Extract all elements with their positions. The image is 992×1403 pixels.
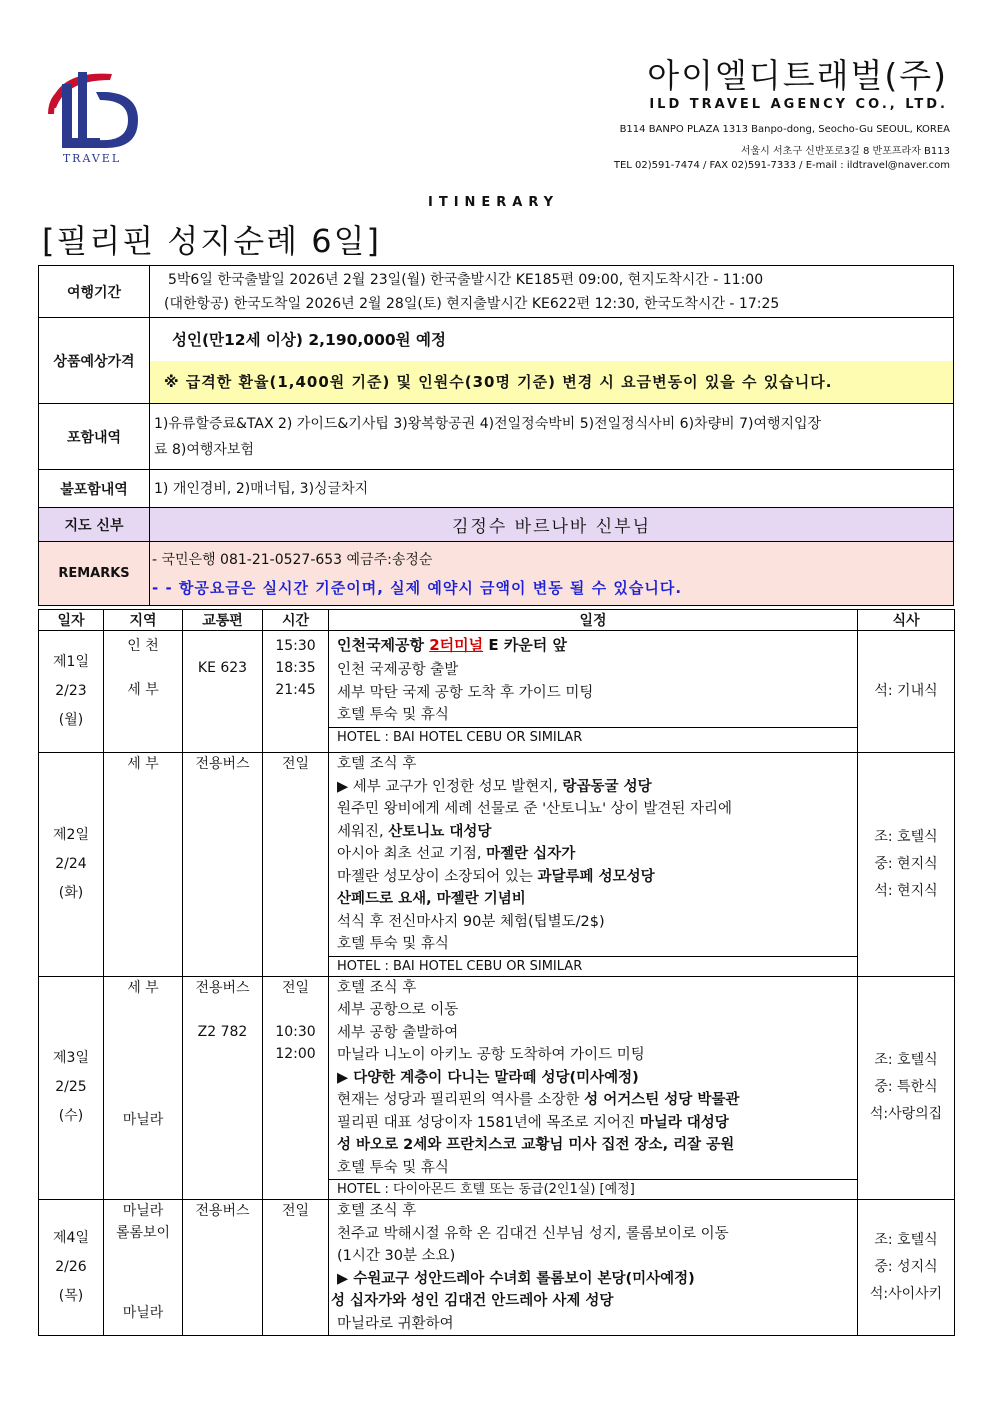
region	[104, 657, 182, 679]
remarks-label: REMARKS	[39, 542, 150, 606]
ild-travel-logo	[40, 62, 144, 166]
day-label: 제4일	[53, 1230, 89, 1246]
day-row-3	[39, 976, 955, 1200]
included-line-1: 1)유류할증료&TAX 2) 가이드&기사팁 3)왕복항공권 4)전일정숙박비 5)전일정식사비 6)차량비 7)여행지입장	[154, 415, 822, 432]
schedule-item: 성 십자가와 성인 김대건 안드레아 사제 성당	[331, 1293, 614, 1309]
header-meals: 식사	[858, 610, 955, 631]
schedule-item: 호텔 조식 후	[337, 979, 417, 996]
hotel-info: HOTEL : 다이아몬드 호텔 또는 동급(2인1실) [예정]	[329, 1179, 857, 1199]
schedule-item: 호텔 조식 후	[337, 1203, 417, 1219]
item-text: 현재는 성당과 필리핀의 역사를 소장한	[337, 1092, 585, 1108]
day-date: 2/23	[55, 683, 87, 699]
schedule-item	[329, 843, 857, 866]
time: 전일	[281, 1203, 310, 1219]
transport: Z2 782	[197, 1023, 248, 1040]
item-text: 마젤란 성모상이 소장되어 있는	[337, 868, 538, 885]
included-label: 포함내역	[39, 404, 150, 470]
place-name: 과달루페 성모성당	[537, 868, 655, 885]
airport-name: 인천국제공항	[337, 636, 424, 654]
time: 12:00	[275, 1045, 316, 1062]
item-text: 세워진,	[337, 823, 389, 840]
contact-info: TEL 02)591-7474 / FAX 02)591-7333 / E-mail : ildtravel@naver.com	[613, 160, 950, 171]
counter-location: E 카운터 앞	[488, 636, 567, 654]
schedule-item: 원주민 왕비에게 세례 선물로 준 '산토니뇨' 상이 발견된 자리에	[337, 801, 733, 817]
transport: 전용버스	[195, 1203, 250, 1219]
schedule-item	[329, 1089, 857, 1112]
schedule-item: 마닐라로 귀환하여	[337, 1315, 454, 1332]
meal: 중: 성지식	[874, 1259, 938, 1275]
region: 세 부	[127, 979, 159, 996]
schedule-item: 석식 후 전신마사지 90분 체험(팁별도/2$)	[337, 913, 605, 930]
company-name-english: ILD TRAVEL AGENCY CO., LTD.	[649, 97, 948, 112]
place-name: 랑곱동굴 성당	[562, 778, 652, 795]
remarks-line-1: - 국민은행 081-21-0527-653 예금주:송정순	[152, 551, 433, 568]
header-time: 시간	[263, 610, 329, 631]
terminal-highlight: 2터미널	[429, 636, 484, 654]
meal: 조: 호텔식	[874, 1052, 938, 1069]
meal: 조: 호텔식	[874, 1232, 938, 1248]
schedule-item: 호텔 투숙 및 휴식	[337, 936, 449, 952]
company-name-korean: 아이엘디트래벌(주)	[647, 56, 948, 95]
schedule-item	[329, 631, 857, 659]
place-name: 마닐라 대성당	[639, 1114, 729, 1131]
address-korean: 서울시 서초구 신반포로3길 8 반포프라자 B113	[740, 146, 950, 157]
day-label: 제3일	[53, 1050, 89, 1067]
schedule-item: ▶ 다양한 계층이 다니는 말라떼 성당(미사예정)	[337, 1069, 639, 1086]
header-day: 일자	[39, 610, 104, 631]
place-name: 마젤란 십자가	[486, 846, 576, 862]
schedule-item: 인천 국제공항 출발	[337, 662, 459, 678]
schedule-item: 세부 공항 출발하여	[337, 1024, 459, 1041]
excluded-text: 1) 개인경비, 2)매너팁, 3)싱글차지	[154, 480, 369, 497]
schedule-item: 호텔 투숙 및 휴식	[337, 1159, 449, 1176]
region: 롤롬보이	[115, 1225, 171, 1241]
transport: 전용버스	[195, 756, 250, 772]
period-line-1: 5박6일 한국출발일 2026년 2월 23일(월) 한국출발시간 KE185편 09:00, 현지도착시간 - 11:00	[168, 271, 764, 288]
time: 15:30	[275, 638, 316, 654]
schedule-item	[329, 776, 857, 799]
region: 마닐라	[122, 1111, 164, 1128]
schedule-item: 호텔 조식 후	[337, 756, 417, 772]
schedule-item: 천주교 박해시절 유학 온 김대건 신부님 성지, 롤롬보이로 이동	[337, 1225, 729, 1242]
price-note: ※ 급격한 환율(1,400원 기준) 및 인원수(30명 기준) 변경 시 요금변동이 있을 수 있습니다.	[150, 361, 953, 403]
day-row-2	[39, 753, 955, 977]
day-weekday: (목)	[58, 1288, 84, 1304]
schedule-item	[329, 821, 857, 844]
itinerary-label: ITINERARY	[428, 195, 560, 210]
schedule-item: 세부 공항으로 이동	[337, 1002, 459, 1018]
priest-label: 지도 신부	[39, 508, 150, 542]
logo-text: TRAVEL	[62, 152, 122, 165]
day-row-4	[39, 1200, 955, 1336]
day-date: 2/25	[55, 1079, 87, 1096]
schedule-table	[38, 609, 955, 1336]
day-weekday: (수)	[58, 1108, 84, 1125]
schedule-item: 마닐라 니노이 아키노 공항 도착하여 가이드 미팅	[337, 1047, 645, 1063]
meal: 석:사이사키	[869, 1286, 943, 1302]
region: 마닐라	[122, 1203, 164, 1219]
schedule-item	[329, 866, 857, 889]
transport: 전용버스	[195, 979, 250, 996]
place-name: 성 어거스틴 성당 박물관	[584, 1092, 740, 1108]
header-schedule: 일정	[329, 610, 858, 631]
region: 세 부	[127, 756, 159, 772]
page-title: [필리핀 성지순례 6일]	[42, 222, 381, 260]
meal: 중: 특한식	[874, 1079, 938, 1096]
hotel-info: HOTEL : BAI HOTEL CEBU OR SIMILAR	[329, 727, 857, 747]
time: 전일	[281, 979, 310, 996]
period-label: 여행기간	[39, 266, 150, 318]
schedule-item: 성 바오로 2세와 프란치스코 교황님 미사 집전 장소, 리잘 공원	[337, 1137, 735, 1153]
day-row-1	[39, 631, 955, 753]
price-label: 상품예상가격	[39, 318, 150, 404]
schedule-item: 세부 막탄 국제 공항 도착 후 가이드 미팅	[337, 684, 594, 701]
item-text: 아시아 최초 선교 기점,	[337, 846, 487, 862]
header-transport: 교통편	[183, 610, 263, 631]
day-date: 2/24	[55, 855, 87, 872]
included-line-2: 료 8)여행자보험	[154, 441, 254, 458]
schedule-item: (1시간 30분 소요)	[337, 1248, 456, 1264]
remarks-line-2: - - 항공요금은 실시간 기준이며, 실제 예약시 금액이 변동 될 수 있습니다.	[152, 578, 683, 597]
time: 18:35	[275, 660, 316, 676]
meal: 석: 현지식	[874, 882, 938, 899]
trip-info-table	[38, 265, 954, 606]
time: 21:45	[275, 682, 316, 698]
region: 마닐라	[122, 1305, 164, 1321]
meal: 석: 기내식	[874, 683, 938, 699]
day-label: 제2일	[53, 826, 89, 843]
excluded-label: 불포함내역	[39, 470, 150, 508]
meal: 조: 호텔식	[874, 828, 938, 845]
item-text: 필리핀 대표 성당이자 1581년에 목조로 지어진	[337, 1114, 640, 1131]
schedule-item: 산페드로 요새, 마젤란 기념비	[337, 891, 526, 907]
schedule-item: 호텔 투숙 및 휴식	[337, 707, 449, 723]
priest-name: 김정수 바르나바 신부님	[150, 508, 954, 542]
day-label: 제1일	[53, 654, 89, 670]
address-english: B114 BANPO PLAZA 1313 Banpo-dong, Seocho-Gu SEOUL, KOREA	[619, 124, 950, 135]
transport: KE 623	[197, 660, 248, 676]
region: 인 천	[127, 638, 159, 654]
time: 전일	[281, 756, 310, 772]
meal: 석:사랑의집	[869, 1106, 943, 1123]
price-line: 성인(만12세 이상) 2,190,000원 예정	[172, 330, 446, 349]
region: 세 부	[127, 682, 159, 698]
meal: 중: 현지식	[874, 855, 938, 872]
day-weekday: (화)	[58, 884, 84, 901]
place-name: 산토니뇨 대성당	[388, 823, 492, 840]
time: 10:30	[275, 1023, 316, 1040]
header-region: 지역	[104, 610, 183, 631]
schedule-item: ▶ 수원교구 성안드레아 수녀회 롤롬보이 본당(미사예정)	[337, 1270, 695, 1287]
item-text: ▶ 세부 교구가 인정한 성모 발현지,	[337, 778, 563, 795]
period-line-2: (대한항공) 한국도착일 2026년 2월 28일(토) 현지출발시간 KE622편 12:30, 한국도착시간 - 17:25	[164, 295, 780, 312]
day-weekday: (월)	[58, 712, 84, 728]
hotel-info: HOTEL : BAI HOTEL CEBU OR SIMILAR	[329, 956, 857, 976]
schedule-item	[329, 1112, 857, 1135]
day-date: 2/26	[55, 1259, 87, 1275]
